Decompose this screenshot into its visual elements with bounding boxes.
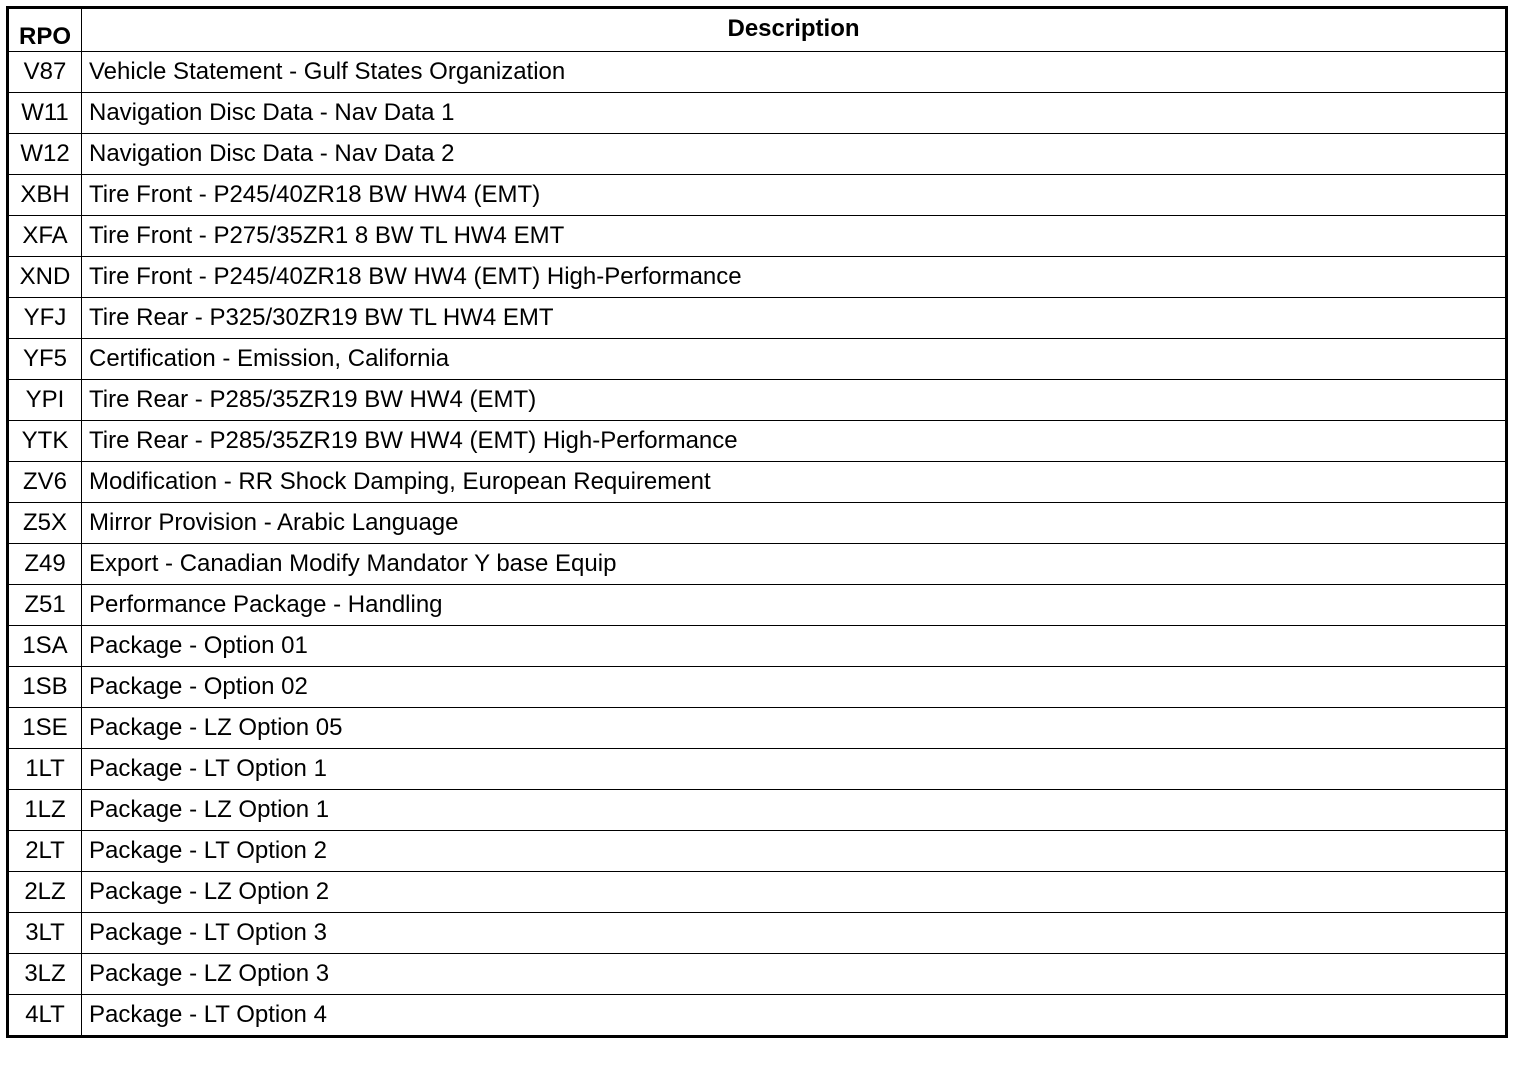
table-header <box>8 8 1507 52</box>
description-cell: Package - LT Option 1 <box>82 749 1507 790</box>
description-column-header: Description <box>82 8 1507 52</box>
table-row <box>8 626 1507 667</box>
description-cell: Vehicle Statement - Gulf States Organization <box>82 52 1507 93</box>
rpo-code-cell: YF5 <box>8 339 82 380</box>
rpo-code-cell: XFA <box>8 216 82 257</box>
rpo-code-cell: 2LT <box>8 831 82 872</box>
table-row <box>8 749 1507 790</box>
description-cell: Tire Rear - P285/35ZR19 BW HW4 (EMT) <box>82 380 1507 421</box>
description-cell: Navigation Disc Data - Nav Data 1 <box>82 93 1507 134</box>
rpo-code-cell: 1SA <box>8 626 82 667</box>
table-row <box>8 134 1507 175</box>
description-cell: Package - Option 02 <box>82 667 1507 708</box>
rpo-code-cell: 3LZ <box>8 954 82 995</box>
rpo-code-cell: 3LT <box>8 913 82 954</box>
table-row <box>8 339 1507 380</box>
table-row <box>8 462 1507 503</box>
rpo-code-cell: Z5X <box>8 503 82 544</box>
rpo-code-cell: V87 <box>8 52 82 93</box>
table-row <box>8 257 1507 298</box>
rpo-column-header: RPO <box>8 8 82 52</box>
description-cell: Tire Front - P275/35ZR1 8 BW TL HW4 EMT <box>82 216 1507 257</box>
description-cell: Package - Option 01 <box>82 626 1507 667</box>
table-row <box>8 298 1507 339</box>
rpo-code-cell: YFJ <box>8 298 82 339</box>
description-cell: Package - LZ Option 2 <box>82 872 1507 913</box>
rpo-code-cell: 1LZ <box>8 790 82 831</box>
rpo-code-cell: ZV6 <box>8 462 82 503</box>
table-row <box>8 93 1507 134</box>
rpo-code-cell: W11 <box>8 93 82 134</box>
description-cell: Modification - RR Shock Damping, European Requirement <box>82 462 1507 503</box>
rpo-code-cell: 1LT <box>8 749 82 790</box>
description-cell: Tire Front - P245/40ZR18 BW HW4 (EMT) <box>82 175 1507 216</box>
table-row <box>8 667 1507 708</box>
rpo-code-cell: 2LZ <box>8 872 82 913</box>
description-cell: Package - LZ Option 3 <box>82 954 1507 995</box>
description-cell: Package - LT Option 4 <box>82 995 1507 1037</box>
description-cell: Package - LT Option 2 <box>82 831 1507 872</box>
rpo-code-cell: YTK <box>8 421 82 462</box>
rpo-code-cell: Z49 <box>8 544 82 585</box>
description-cell: Tire Front - P245/40ZR18 BW HW4 (EMT) High-Performance <box>82 257 1507 298</box>
rpo-code-cell: Z51 <box>8 585 82 626</box>
description-cell: Navigation Disc Data - Nav Data 2 <box>82 134 1507 175</box>
rpo-table <box>6 6 1508 1038</box>
description-cell: Export - Canadian Modify Mandator Y base Equip <box>82 544 1507 585</box>
table-row <box>8 175 1507 216</box>
table-row <box>8 380 1507 421</box>
table-row <box>8 216 1507 257</box>
rpo-code-cell: XBH <box>8 175 82 216</box>
table-row <box>8 790 1507 831</box>
rpo-code-cell: XND <box>8 257 82 298</box>
table-row <box>8 708 1507 749</box>
table-row <box>8 585 1507 626</box>
table-row <box>8 544 1507 585</box>
table-row <box>8 913 1507 954</box>
rpo-code-cell: W12 <box>8 134 82 175</box>
table-row <box>8 52 1507 93</box>
description-cell: Performance Package - Handling <box>82 585 1507 626</box>
rpo-code-cell: 1SE <box>8 708 82 749</box>
description-cell: Tire Rear - P325/30ZR19 BW TL HW4 EMT <box>82 298 1507 339</box>
description-cell: Package - LZ Option 1 <box>82 790 1507 831</box>
table-row <box>8 954 1507 995</box>
rpo-code-cell: 4LT <box>8 995 82 1037</box>
description-cell: Package - LT Option 3 <box>82 913 1507 954</box>
table-row <box>8 503 1507 544</box>
description-cell: Package - LZ Option 05 <box>82 708 1507 749</box>
table-row <box>8 421 1507 462</box>
description-cell: Tire Rear - P285/35ZR19 BW HW4 (EMT) High-Performance <box>82 421 1507 462</box>
table-row <box>8 831 1507 872</box>
description-cell: Certification - Emission, California <box>82 339 1507 380</box>
description-cell: Mirror Provision - Arabic Language <box>82 503 1507 544</box>
header-row <box>8 8 1507 52</box>
table-row <box>8 872 1507 913</box>
rpo-code-cell: YPI <box>8 380 82 421</box>
table-body <box>8 52 1507 1037</box>
table-row <box>8 995 1507 1037</box>
rpo-code-cell: 1SB <box>8 667 82 708</box>
